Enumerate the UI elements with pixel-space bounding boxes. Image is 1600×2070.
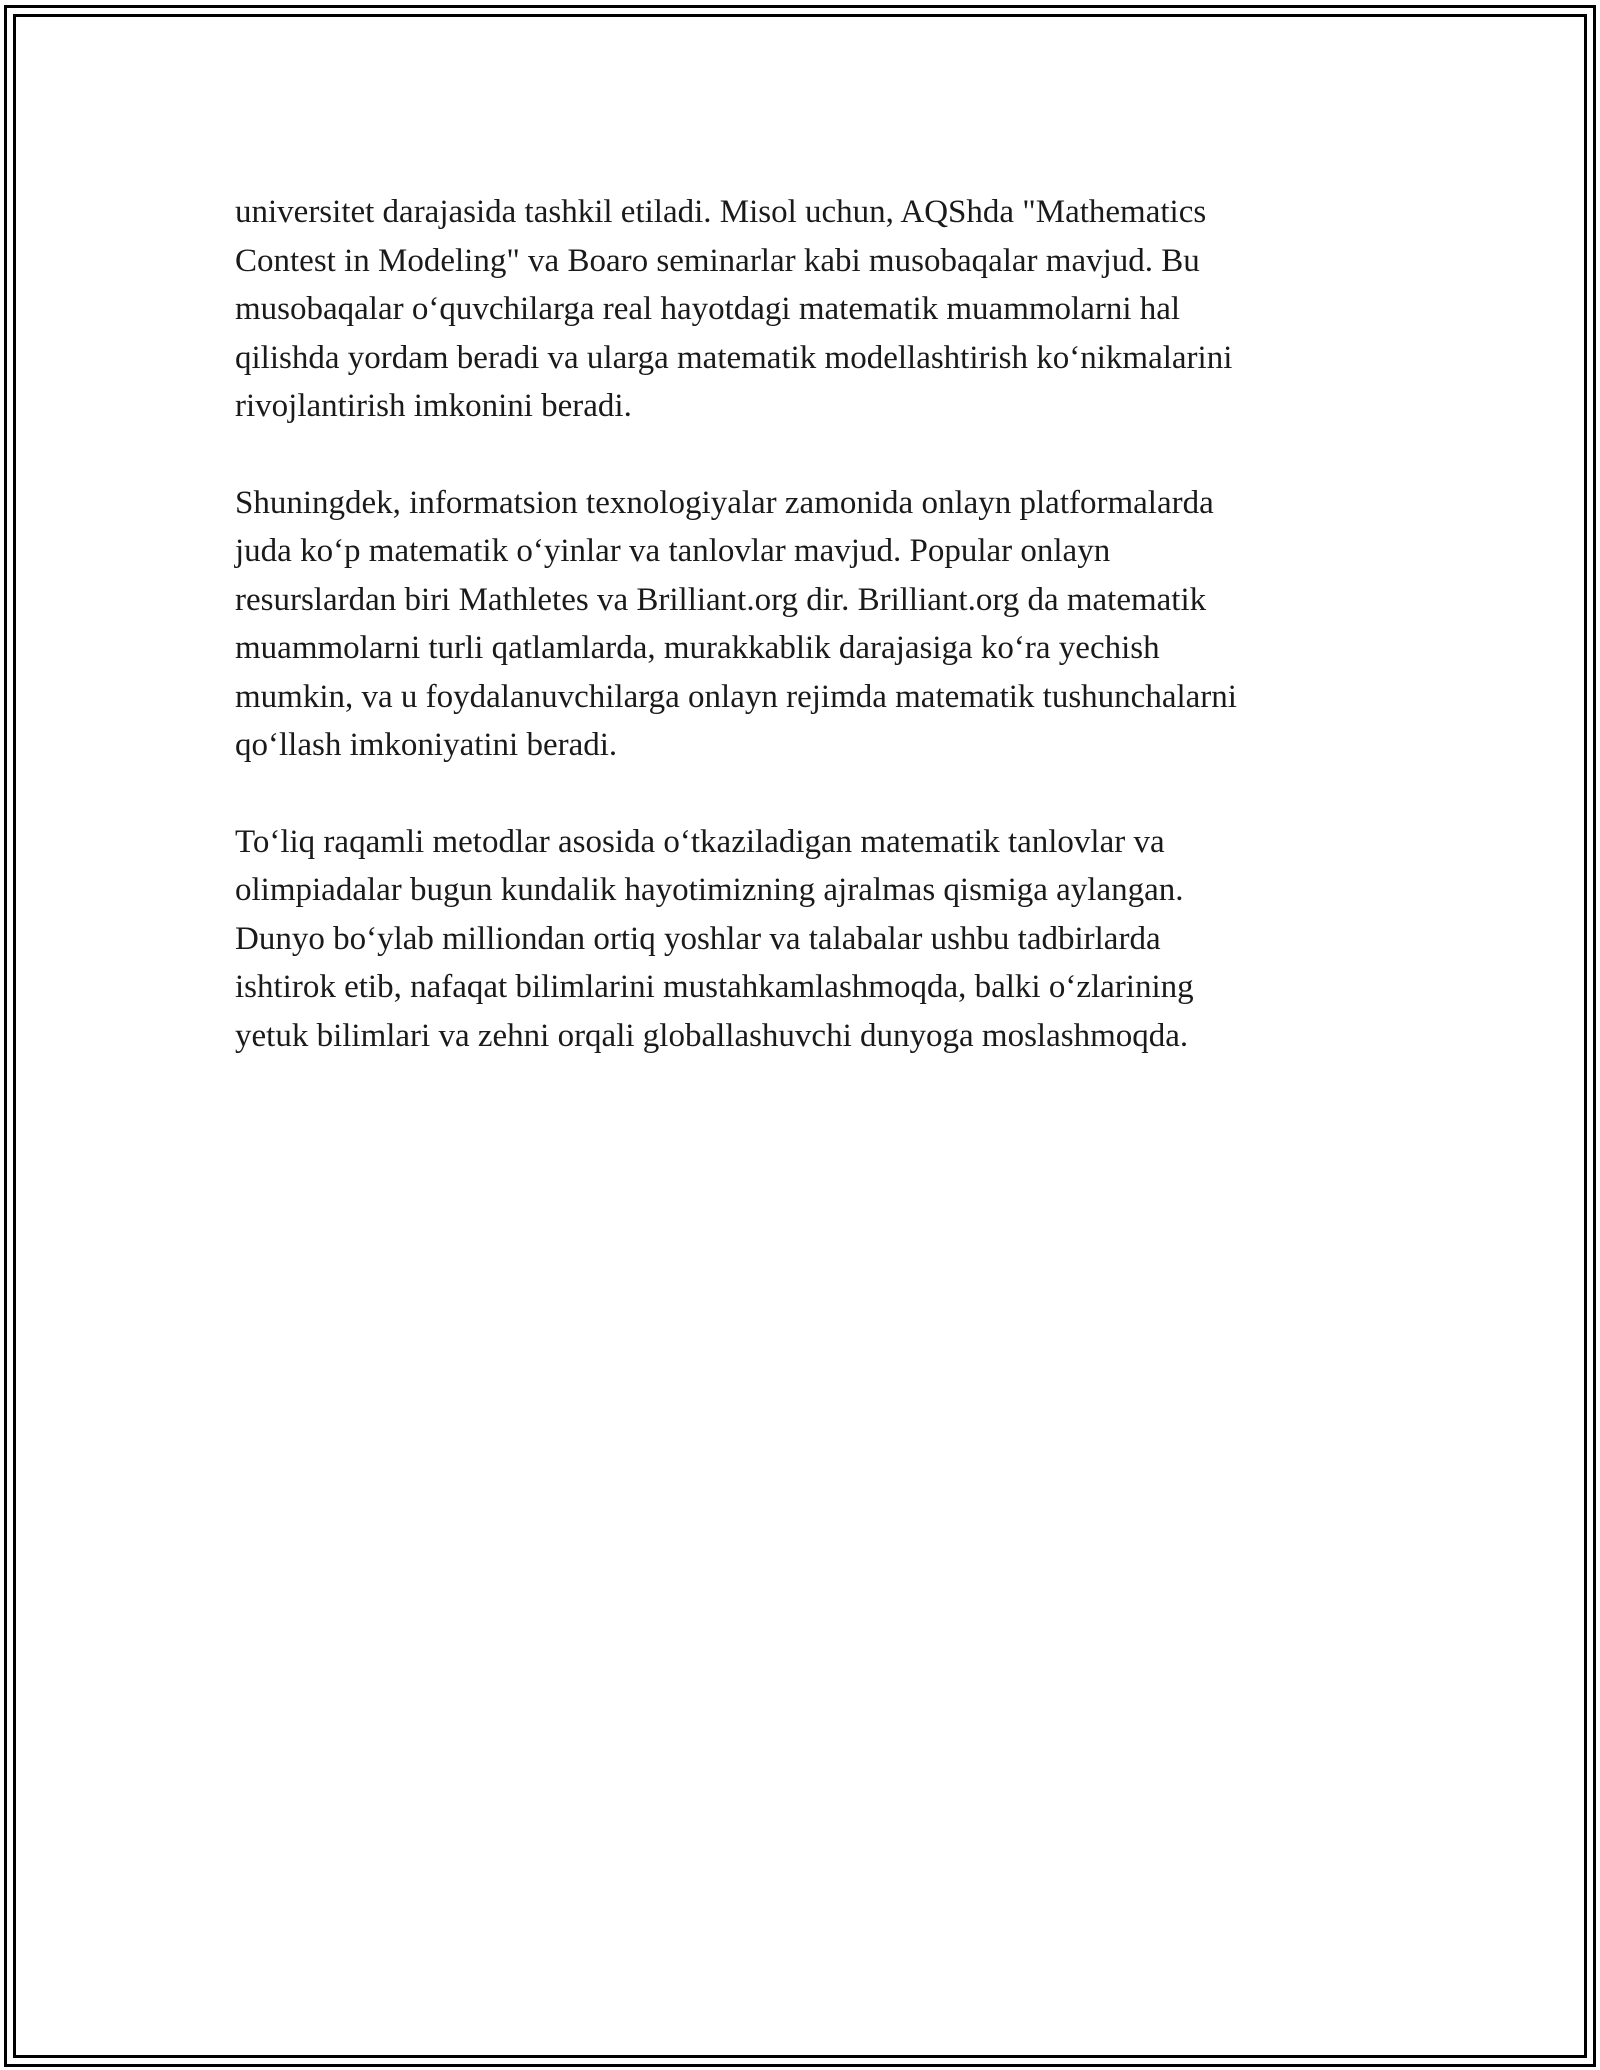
text-line: qilishda yordam beradi va ularga matematik modellashtirish ko‘nikmalarini [235,339,1233,376]
text-line: mumkin, va u foydalanuvchilarga onlayn rejimda matematik tushunchalarni [235,678,1237,715]
text-line: juda ko‘p matematik o‘yinlar va tanlovlar mavjud. Popular onlayn [235,533,1111,569]
paragraph-2 [235,479,1365,770]
text-line: Shuningdek, informatsion texnologiyalar zamonida onlayn platformalarda [235,484,1214,521]
document-body [235,188,1365,1108]
text-line: Contest in Modeling" va Boaro seminarlar kabi musobaqalar mavjud. Bu [235,242,1200,279]
text-line: olimpiadalar bugun kundalik hayotimizning ajralmas qismiga aylangan. [235,872,1184,908]
text-line: resurslardan biri Mathletes va Brilliant.org dir. Brilliant.org da matematik [235,581,1207,618]
text-line: rivojlantirish imkonini beradi. [235,388,632,424]
text-line: qo‘llash imkoniyatini beradi. [235,727,618,763]
text-line: universitet darajasida tashkil etiladi. Misol uchun, AQShda "Mathematics [235,194,1207,230]
paragraph-3 [235,818,1365,1061]
paragraph-1 [235,188,1365,431]
text-line: To‘liq raqamli metodlar asosida o‘tkaziladigan matematik tanlovlar va [235,823,1165,860]
text-line: yetuk bilimlari va zehni orqali globallashuvchi dunyoga moslashmoqda. [235,1017,1189,1054]
text-line: muammolarni turli qatlamlarda, murakkablik darajasiga ko‘ra yechish [235,630,1160,666]
text-line: Dunyo bo‘ylab milliondan ortiq yoshlar va talabalar ushbu tadbirlarda [235,920,1161,957]
text-line: musobaqalar o‘quvchilarga real hayotdagi matematik muammolarni hal [235,291,1181,327]
text-line: ishtirok etib, nafaqat bilimlarini mustahkamlashmoqda, balki o‘zlarining [235,969,1194,1005]
